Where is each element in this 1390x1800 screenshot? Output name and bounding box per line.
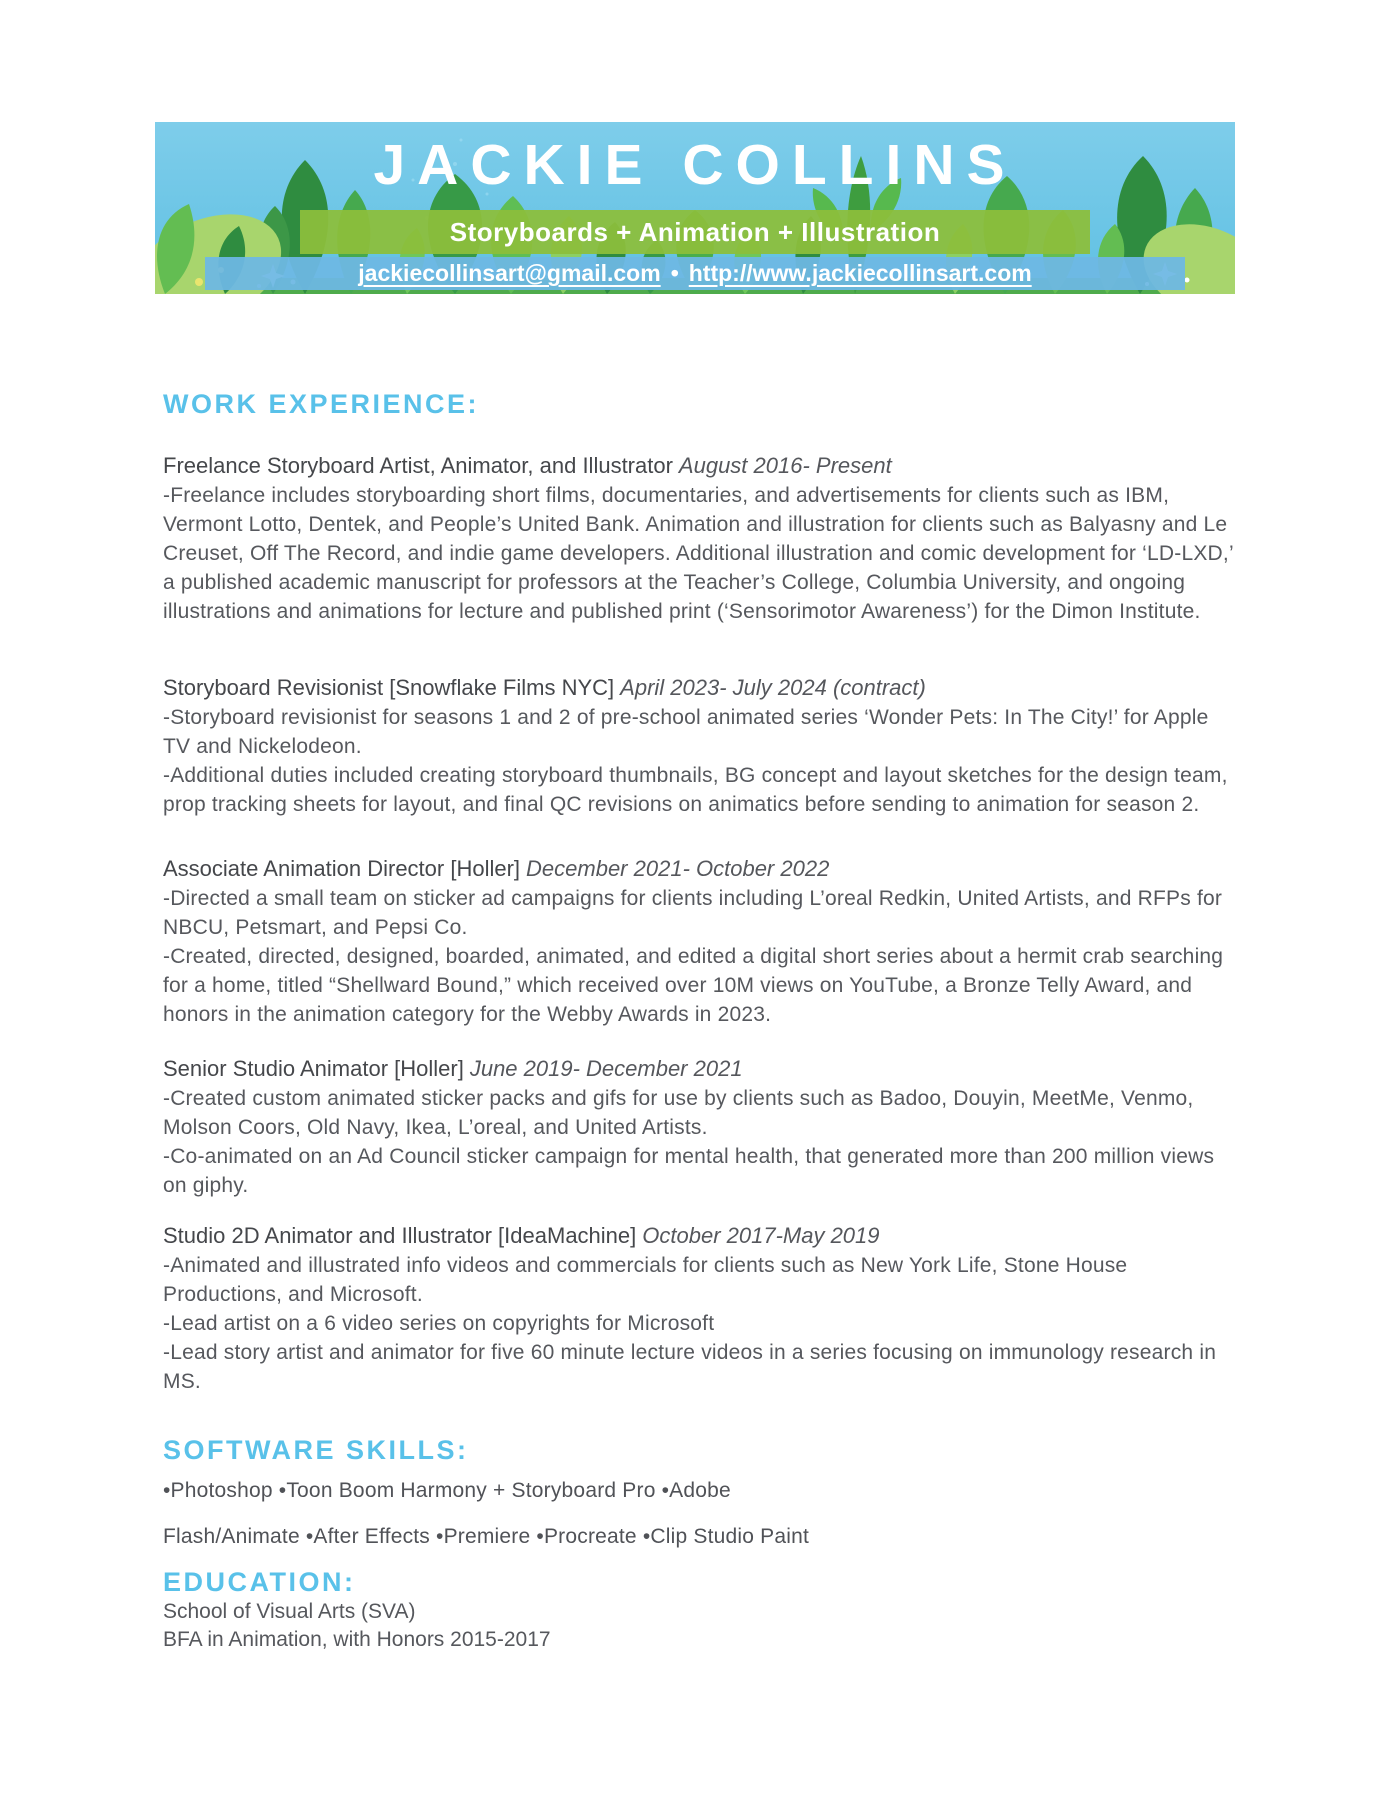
education-school: School of Visual Arts (SVA) [163, 1600, 416, 1623]
job-bullet: -Lead story artist and animator for five 60 minute lecture videos in a series focusing on immunology research in MS. [163, 1341, 1217, 1393]
job-title: Storyboard Revisionist [Snowflake Films NYC] [163, 675, 615, 700]
job-entry-senior-studio-animator [163, 1053, 1238, 1200]
job-title: Senior Studio Animator [Holler] [163, 1056, 464, 1081]
header-banner [155, 122, 1235, 294]
job-bullet: -Directed a small team on sticker ad campaigns for clients including L’oreal Redkin, United Artists, and RFPs for NBCU, Petsmart, and Pepsi Co. [163, 887, 1223, 939]
education-degree: BFA in Animation, with Honors 2015-2017 [163, 1628, 551, 1651]
software-skills-section [163, 1434, 1238, 1558]
job-bullet: -Lead artist on a 6 video series on copyrights for Microsoft [163, 1312, 715, 1335]
skills-line: Flash/Animate •After Effects •Premiere •Procreate •Clip Studio Paint [163, 1525, 810, 1548]
job-bullet: -Freelance includes storyboarding short films, documentaries, and advertisements for clients such as IBM, Vermont Lotto, Dentek, and People’s United Bank. Animation and illustration for clients such as Balyasny and Le Creuset, Off The Record, and indie game developers. Additional illustration and comic development for ‘LD-LXD,’ a published academic manuscript for professors at the Teacher’s College, Columbia University, and ongoing illustrations and animations for lecture and published print (‘Sensorimotor Awareness’) for the Dimon Institute. [163, 484, 1234, 623]
job-bullet: -Co-animated on an Ad Council sticker campaign for mental health, that generated more than 200 million views on giphy. [163, 1145, 1215, 1197]
work-experience-heading: WORK EXPERIENCE: [163, 389, 480, 419]
job-dates: December 2021- October 2022 [526, 856, 830, 881]
job-title-line [163, 1053, 1238, 1084]
job-entry-associate-animation-director [163, 853, 1238, 1029]
contact-separator: • [670, 260, 679, 286]
email-link[interactable]: jackiecollinsart@gmail.com [358, 260, 661, 286]
job-dates: April 2023- July 2024 (contract) [620, 675, 926, 700]
job-title-line [163, 450, 1238, 481]
education-section [163, 1566, 1238, 1654]
education-heading: EDUCATION: [163, 1567, 356, 1597]
job-bullet: -Storyboard revisionist for seasons 1 and 2 of pre-school animated series ‘Wonder Pets: In The City!’ for Apple TV and Nickelodeon. [163, 706, 1209, 758]
contact-bar [205, 257, 1185, 290]
skills-line: •Photoshop •Toon Boom Harmony + Storyboard Pro •Adobe [163, 1479, 731, 1502]
job-title-line [163, 1220, 1238, 1251]
job-title: Associate Animation Director [Holler] [163, 856, 521, 881]
job-entry-storyboard-revisionist [163, 672, 1238, 819]
role-subtitle-bar [300, 210, 1090, 254]
role-subtitle: Storyboards + Animation + Illustration [449, 216, 941, 247]
website-link[interactable]: http://www.jackiecollinsart.com [688, 260, 1032, 286]
job-bullet: -Created, directed, designed, boarded, animated, and edited a digital short series about a hermit crab searching for a home, titled “Shellward Bound,” which received over 10M views on YouTube, a Bronze Telly Award, and honors in the animation category for the Webby Awards in 2023. [163, 945, 1224, 1026]
job-dates: October 2017-May 2019 [642, 1223, 880, 1248]
job-title: Studio 2D Animator and Illustrator [IdeaMachine] [163, 1223, 637, 1248]
software-skills-heading: SOFTWARE SKILLS: [163, 1435, 469, 1465]
candidate-name: JACKIE COLLINS [373, 133, 1017, 197]
job-dates: August 2016- Present [678, 453, 892, 478]
job-title: Freelance Storyboard Artist, Animator, and Illustrator [163, 453, 673, 478]
job-title-line [163, 672, 1238, 703]
job-bullet: -Animated and illustrated info videos and commercials for clients such as New York Life, Stone House Productions, and Microsoft. [163, 1254, 1128, 1306]
job-entry-studio-2d-animator [163, 1220, 1238, 1396]
job-bullet: -Additional duties included creating storyboard thumbnails, BG concept and layout sketches for the design team, prop tracking sheets for layout, and final QC revisions on animatics before sending to animation for season 2. [163, 764, 1228, 816]
job-bullet: -Created custom animated sticker packs and gifs for use by clients such as Badoo, Douyin, MeetMe, Venmo, Molson Coors, Old Navy, Ikea, L’oreal, and United Artists. [163, 1087, 1194, 1139]
job-dates: June 2019- December 2021 [469, 1056, 743, 1081]
job-entry-freelance [163, 450, 1238, 626]
resume-body [163, 388, 1238, 1654]
job-title-line [163, 853, 1238, 884]
